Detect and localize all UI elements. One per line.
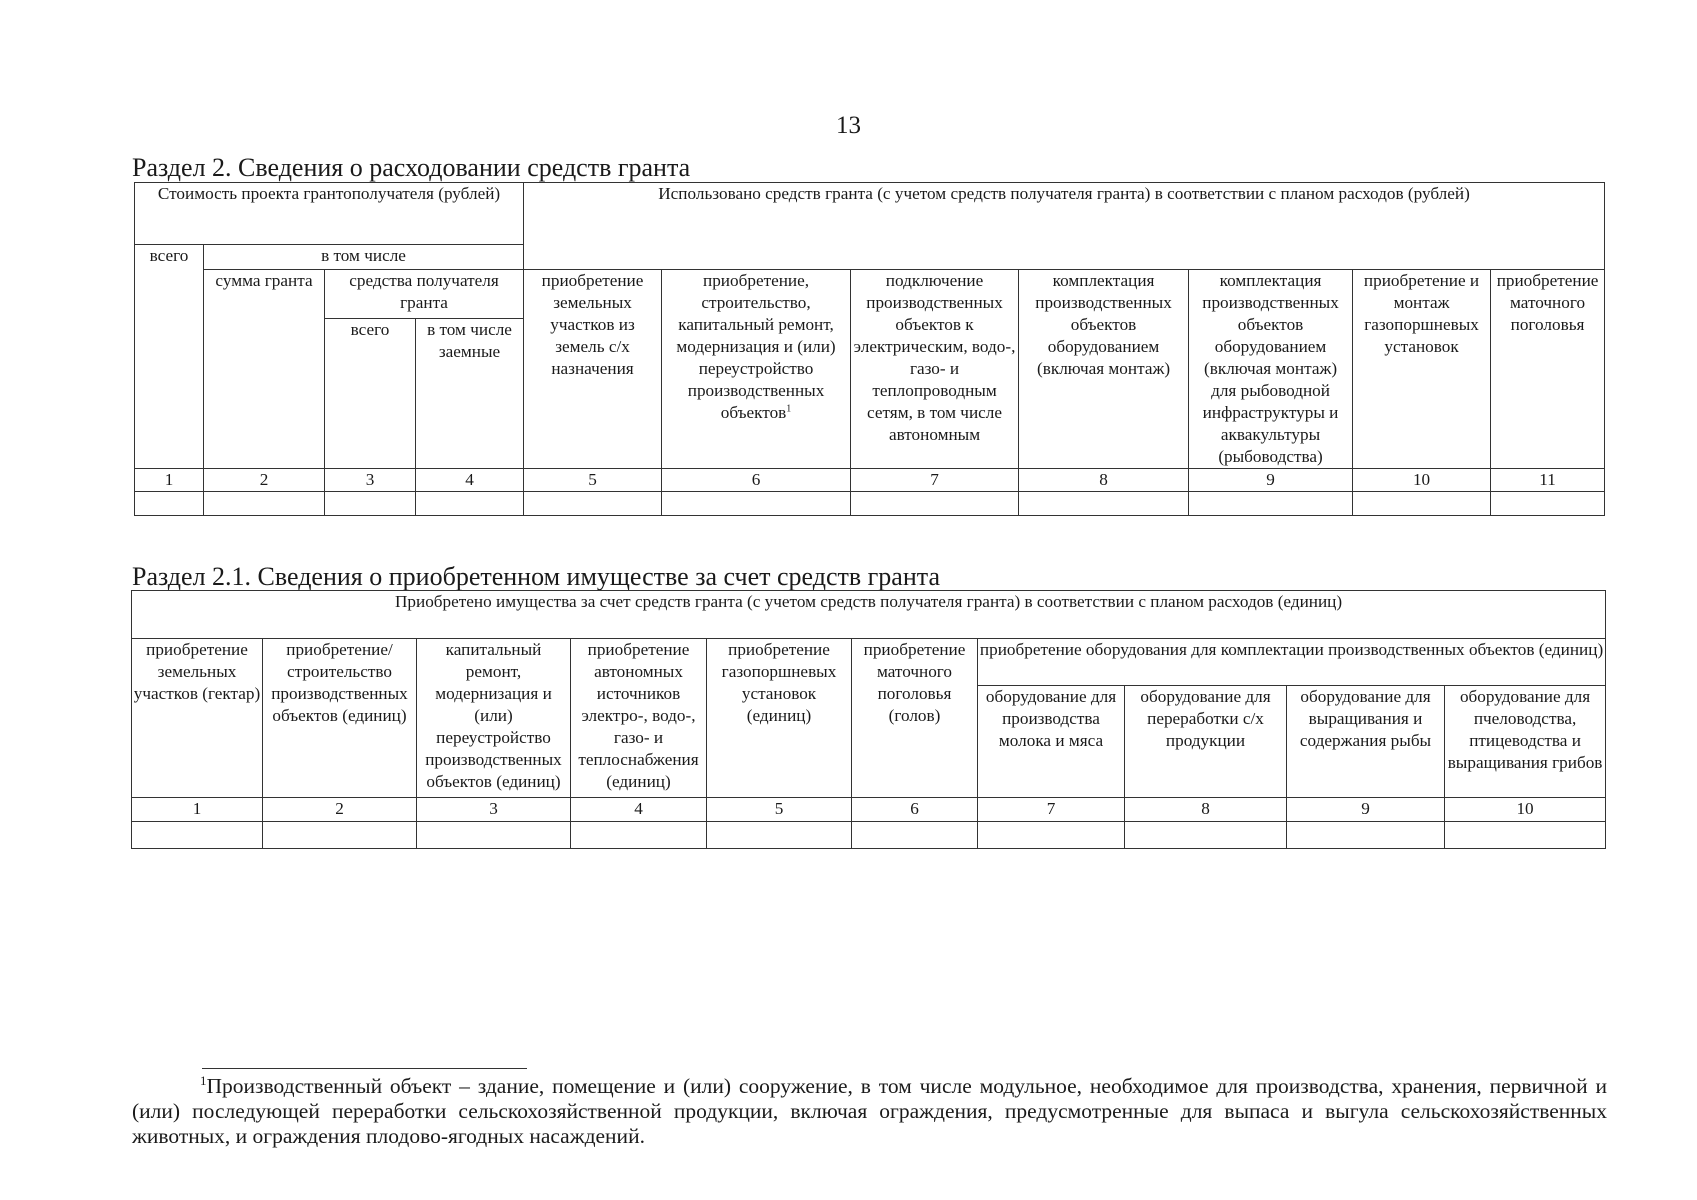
col-number: 10 — [1353, 469, 1491, 492]
col-number: 8 — [1125, 798, 1287, 822]
col-connection: подключение производственных объектов к электрическим, водо-, газо- и теплопроводным сетям, в том числе автономным — [851, 270, 1019, 469]
col-number: 1 — [135, 469, 204, 492]
col-gas-piston-units: приобретение газопоршневых установок (единиц) — [707, 639, 852, 798]
col-construction — [662, 270, 851, 469]
col-fish-equipment: комплектация производственных объектов оборудованием (включая монтаж) для рыбоводной инфраструктуры и аквакультуры (рыбоводства) — [1189, 270, 1353, 469]
col-number: 10 — [1445, 798, 1606, 822]
col-construction-text: приобретение, строительство, капитальный ремонт, модернизация и (или) переустройство производственных объектов — [676, 271, 836, 422]
header-including: в том числе — [204, 245, 524, 270]
col-number: 7 — [851, 469, 1019, 492]
empty-cell — [135, 492, 204, 516]
footnote-marker: 1 — [200, 1072, 207, 1088]
empty-cell — [524, 492, 662, 516]
col-breeding-stock: приобретение маточного поголовья — [1491, 270, 1605, 469]
empty-cell — [1353, 492, 1491, 516]
header-sub-loans: в том числе заемные — [416, 318, 524, 468]
col-number: 8 — [1019, 469, 1189, 492]
col-number: 9 — [1287, 798, 1445, 822]
col-number: 4 — [416, 469, 524, 492]
col-number: 5 — [524, 469, 662, 492]
empty-cell — [325, 492, 416, 516]
col-land-plots: приобретение земельных участков из земель с/х назначения — [524, 270, 662, 469]
empty-cell — [1019, 492, 1189, 516]
page-number: 13 — [836, 112, 861, 139]
empty-cell — [662, 492, 851, 516]
col-processing-equipment: оборудование для переработки с/х продукции — [1125, 686, 1287, 798]
empty-cell — [852, 822, 978, 849]
col-land-hectares: приобретение земельных участков (гектар) — [132, 639, 263, 798]
col-number: 7 — [978, 798, 1125, 822]
empty-cell — [978, 822, 1125, 849]
empty-cell — [263, 822, 417, 849]
empty-cell — [851, 492, 1019, 516]
col-number: 5 — [707, 798, 852, 822]
header-grant-used: Использовано средств гранта (с учетом средств получателя гранта) в соответствии с планом расходов (рублей) — [524, 183, 1605, 270]
empty-cell — [571, 822, 707, 849]
col-number: 6 — [662, 469, 851, 492]
col-beekeeping-equipment: оборудование для пчеловодства, птицеводства и выращивания грибов — [1445, 686, 1606, 798]
col-number: 1 — [132, 798, 263, 822]
footnote — [132, 1074, 1607, 1149]
empty-cell — [1189, 492, 1353, 516]
empty-cell — [1125, 822, 1287, 849]
section-2-1-title: Раздел 2.1. Сведения о приобретенном имуществе за счет средств гранта — [132, 562, 940, 591]
col-number: 2 — [204, 469, 325, 492]
col-number: 3 — [325, 469, 416, 492]
col-gas-piston: приобретение и монтаж газопоршневых установок — [1353, 270, 1491, 469]
col-equipment: комплектация производственных объектов оборудованием (включая монтаж) — [1019, 270, 1189, 469]
header-sub-total: всего — [325, 318, 416, 468]
col-number: 11 — [1491, 469, 1605, 492]
col-milk-meat-equipment: оборудование для производства молока и мяса — [978, 686, 1125, 798]
col-number: 3 — [417, 798, 571, 822]
empty-cell — [1445, 822, 1606, 849]
section-2-title: Раздел 2. Сведения о расходовании средств гранта — [132, 153, 691, 182]
empty-cell — [417, 822, 571, 849]
footnote-divider — [202, 1068, 527, 1069]
empty-cell — [204, 492, 325, 516]
empty-cell — [707, 822, 852, 849]
col-repair-units: капитальный ремонт, модернизация и (или) переустройство производственных объектов (единиц) — [417, 639, 571, 798]
footnote-ref: 1 — [786, 403, 792, 415]
col-number: 6 — [852, 798, 978, 822]
empty-cell — [132, 822, 263, 849]
empty-cell — [1491, 492, 1605, 516]
property-table — [131, 590, 1606, 849]
col-fish-farming-equipment: оборудование для выращивания и содержания рыбы — [1287, 686, 1445, 798]
table-row — [132, 822, 1606, 849]
header-grant-sum: сумма гранта — [204, 270, 325, 469]
header-total: всего — [135, 245, 204, 469]
header-project-cost: Стоимость проекта грантополучателя (рублей) — [135, 183, 524, 245]
table-row — [135, 492, 1605, 516]
empty-cell — [1287, 822, 1445, 849]
header-property-acquired: Приобретено имущества за счет средств гранта (с учетом средств получателя гранта) в соответствии с планом расходов (единиц) — [132, 591, 1606, 639]
expenditure-table — [134, 182, 1605, 516]
header-recipient-funds: средства получателя гранта — [325, 270, 524, 319]
empty-cell — [416, 492, 524, 516]
col-breeding-heads: приобретение маточного поголовья (голов) — [852, 639, 978, 798]
header-equipment-acquisition: приобретение оборудования для комплектации производственных объектов (единиц) — [978, 639, 1606, 686]
col-autonomous-sources: приобретение автономных источников электро-, водо-, газо- и теплоснабжения (единиц) — [571, 639, 707, 798]
col-number: 9 — [1189, 469, 1353, 492]
col-number: 2 — [263, 798, 417, 822]
col-construction-units: приобретение/ строительство производственных объектов (единиц) — [263, 639, 417, 798]
col-number: 4 — [571, 798, 707, 822]
footnote-text: Производственный объект – здание, помещение и (или) сооружение, в том числе модульное, необходимое для производства, хранения, первичной и (или) последующей переработки сельскохозяйственной продукции, включая ограждения, предусмотренные для выпаса и выгула сельскохозяйственных животных, и ограждения плодово-ягодных насаждений. — [132, 1074, 1607, 1148]
